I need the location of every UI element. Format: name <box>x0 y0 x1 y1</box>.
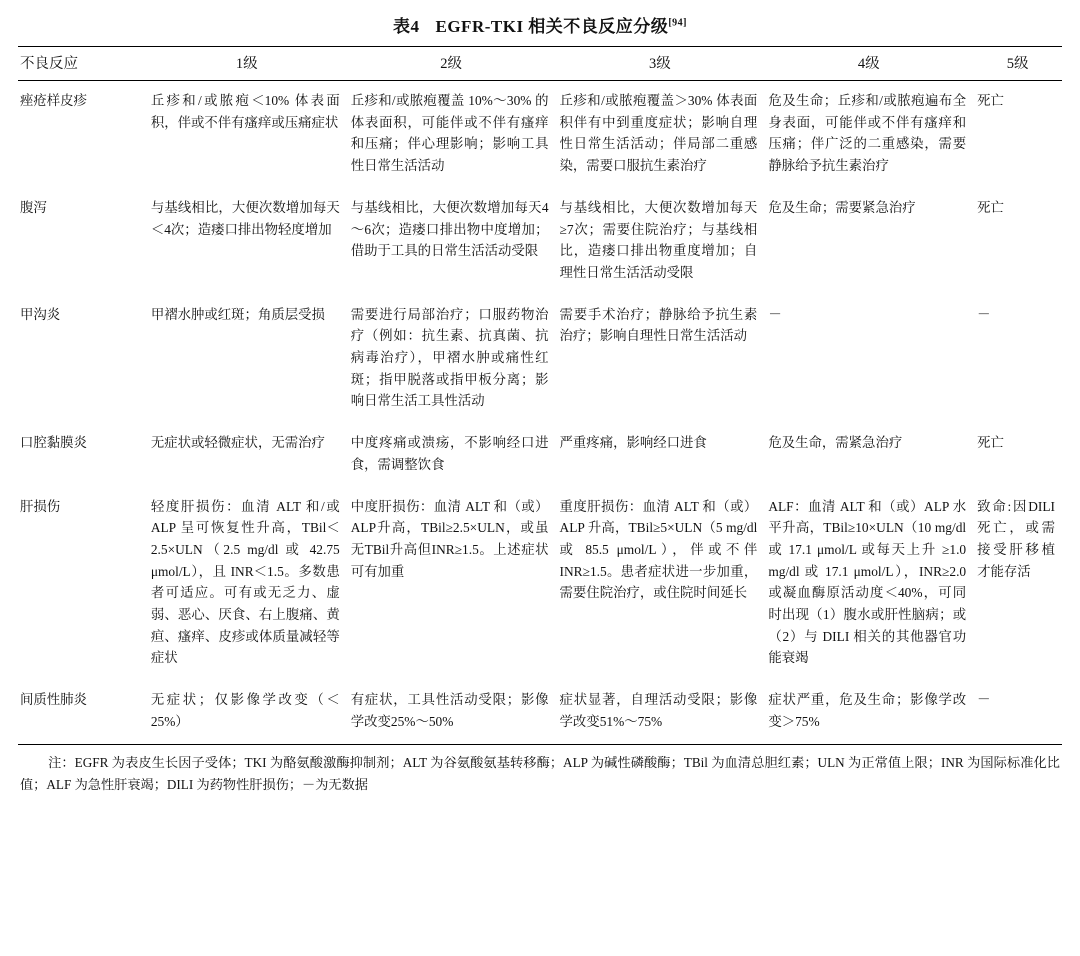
table-body <box>18 81 1062 745</box>
caption-reference: [94] <box>668 17 687 29</box>
table-row <box>18 295 1062 424</box>
cell-grade1: 丘疹和/或脓疱＜10% 体表面积，伴或不伴有瘙痒或压痛症状 <box>150 93 340 130</box>
cell-grade1: 轻度肝损伤：血清 ALT 和/或 ALP 呈可恢复性升高，TBil＜2.5×ULN（2.5 mg/dl 或 42.75 μmol/L），且 INR＜1.5。多数患者可适应。可有或无乏力、虚弱、恶心、厌食、右上腹痛、黄疸、瘙痒、皮疹或体质量减轻等症状 <box>150 498 340 666</box>
table-row <box>18 188 1062 295</box>
cell-grade2: 中度疼痛或溃疡，不影响经口进食，需调整饮食 <box>350 435 549 472</box>
row-label: 肝损伤 <box>20 498 61 514</box>
cell-grade4: － <box>768 306 782 322</box>
row-label: 口腔黏膜炎 <box>20 435 87 451</box>
cell-grade4: 症状严重，危及生命；影像学改变＞75% <box>768 692 967 729</box>
row-label: 腹泻 <box>20 199 47 215</box>
row-label: 甲沟炎 <box>20 306 61 322</box>
cell-grade3: 严重疼痛，影响经口进食 <box>559 435 707 451</box>
cell-grade5: － <box>977 306 991 322</box>
row-label: 间质性肺炎 <box>20 692 87 708</box>
table-header <box>18 47 1062 81</box>
caption-label: 表4 <box>393 17 420 36</box>
cell-grade3: 重度肝损伤：血清 ALT 和（或）ALP 升高，TBil≥5×ULN（5 mg/dl 或 85.5 μmol/L），伴或不伴 INR≥1.5。患者症状进一步加重，需要住院治疗，或住院时间延长 <box>559 498 758 601</box>
cell-grade2: 丘疹和/或脓疱覆盖 10%～30% 的体表面积，可能伴或不伴有瘙痒和压痛；伴心理影响；影响工具性日常生活活动 <box>350 93 549 174</box>
column-header-reaction: 不良反应 <box>18 47 147 81</box>
table-row <box>18 81 1062 188</box>
cell-grade3: 与基线相比，大便次数增加每天≥7次；需要住院治疗；与基线相比，造瘘口排出物重度增加；自理性日常生活活动受限 <box>559 199 758 280</box>
cell-grade2: 需要进行局部治疗；口服药物治疗（例如：抗生素、抗真菌、抗病毒治疗），甲褶水肿或痛性红斑；指甲脱落或指甲板分离；影响日常生活工具性活动 <box>350 306 549 409</box>
row-label: 痤疮样皮疹 <box>20 93 87 108</box>
column-header-grade3: 3级 <box>556 47 765 81</box>
column-header-grade1: 1级 <box>147 47 347 81</box>
cell-grade2: 与基线相比，大便次数增加每天4～6次；造瘘口排出物中度增加；借助于工具的日常生活活动受限 <box>350 199 549 259</box>
caption-title: EGFR-TKI 相关不良反应分级 <box>435 17 669 36</box>
cell-grade1: 与基线相比，大便次数增加每天＜4次；造瘘口排出物轻度增加 <box>150 199 340 237</box>
cell-grade3: 丘疹和/或脓疱覆盖＞30% 体表面积伴有中到重度症状；影响自理性日常生活活动；伴局部二重感染，需要口服抗生素治疗 <box>559 93 758 174</box>
footnote-text: 注：EGFR 为表皮生长因子受体；TKI 为酪氨酸激酶抑制剂；ALT 为谷氨酸氨基转移酶；ALP 为碱性磷酸酶；TBil 为血清总胆红素；ULN 为正常值上限；INR 为国际标准化比值；ALF 为急性肝衰竭；DILI 为药物性肝损伤；－为无数据 <box>20 754 1060 793</box>
cell-grade1: 无症状；仅影像学改变（＜25%） <box>150 692 340 729</box>
cell-grade2: 中度肝损伤：血清 ALT 和（或）ALP升高，TBil≥2.5×ULN，或虽无TBil升高但INR≥1.5。上述症状可有加重 <box>350 498 549 579</box>
cell-grade4: ALF：血清 ALT 和（或）ALP 水平升高，TBil≥10×ULN（10 mg/dl 或 17.1 μmol/L 或每天上升 ≥1.0 mg/dl 或 17.1 μmol/L），INR≥2.0 或凝血酶原活动度＜40%，可同时出现（1）腹水或肝性脑病；或（2）与 DILI 相关的其他器官功能衰竭 <box>768 498 967 666</box>
column-header-grade4: 4级 <box>764 47 973 81</box>
cell-grade5: 致命:因DILI死亡，或需接受肝移植才能存活 <box>977 498 1055 579</box>
table-header-row <box>18 47 1062 81</box>
cell-grade1: 无症状或轻微症状，无需治疗 <box>150 435 325 451</box>
column-header-grade5: 5级 <box>973 47 1062 81</box>
cell-grade5: 死亡 <box>977 93 1004 108</box>
table-caption <box>18 8 1062 46</box>
cell-grade3: 需要手术治疗；静脉给予抗生素治疗；影响自理性日常生活活动 <box>559 306 758 344</box>
table-row <box>18 487 1062 681</box>
column-header-grade2: 2级 <box>347 47 556 81</box>
cell-grade5: － <box>977 692 991 708</box>
cell-grade4: 危及生命；需要紧急治疗 <box>768 199 916 215</box>
cell-grade4: 危及生命；丘疹和/或脓疱遍布全身表面，可能伴或不伴有瘙痒和压痛；伴广泛的二重感染，需要静脉给予抗生素治疗 <box>768 93 967 174</box>
cell-grade1: 甲褶水肿或红斑；角质层受损 <box>150 306 325 322</box>
cell-grade5: 死亡 <box>977 435 1004 451</box>
table-row <box>18 423 1062 486</box>
table-row <box>18 680 1062 744</box>
cell-grade5: 死亡 <box>977 199 1004 215</box>
cell-grade3: 症状显著，自理活动受限；影像学改变51%～75% <box>559 692 758 729</box>
table-footnote <box>18 752 1062 797</box>
cell-grade4: 危及生命，需紧急治疗 <box>768 435 903 451</box>
adverse-reaction-grading-table <box>18 46 1062 745</box>
cell-grade2: 有症状，工具性活动受限；影像学改变25%～50% <box>350 692 549 729</box>
